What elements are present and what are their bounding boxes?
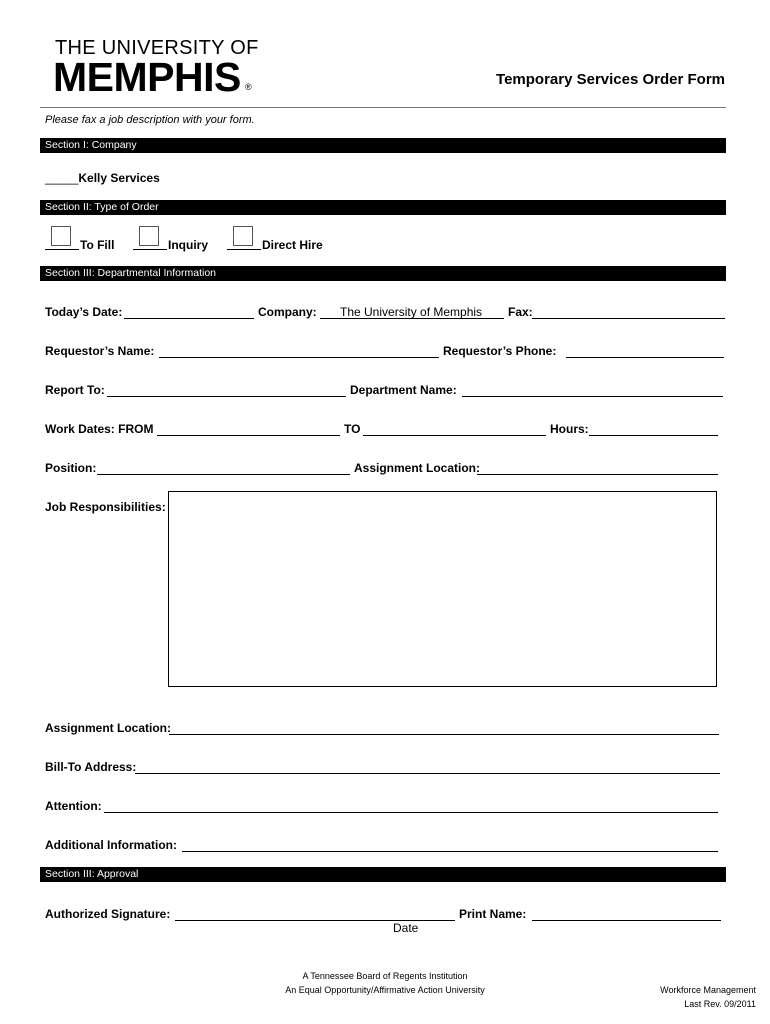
- report-to-label: Report To:: [45, 383, 105, 397]
- company-label: Company:: [258, 305, 317, 319]
- inquiry-blank-line: [133, 249, 167, 250]
- job-responsibilities-label: Job Responsibilities:: [45, 500, 166, 514]
- requestor-phone-label: Requestor’s Phone:: [443, 344, 557, 358]
- logo-university-of: THE UNIVERSITY OF: [55, 37, 259, 59]
- assignment-location-label: Assignment Location:: [354, 461, 481, 475]
- fax-label: Fax:: [508, 305, 533, 319]
- additional-information-label: Additional Information:: [45, 838, 177, 852]
- form-title: Temporary Services Order Form: [496, 71, 725, 88]
- print-name-field[interactable]: [532, 920, 721, 921]
- logo-registered-mark: ®: [245, 82, 252, 92]
- company-value: The University of Memphis: [340, 305, 483, 319]
- fax-note: Please fax a job description with your form.: [45, 114, 255, 126]
- position-field[interactable]: [97, 474, 350, 475]
- authorized-signature-label: Authorized Signature:: [45, 907, 171, 921]
- requestor-name-label: Requestor’s Name:: [45, 344, 155, 358]
- company-option-prefix: _____: [45, 171, 79, 185]
- assignment-location-2-label: Assignment Location:: [45, 721, 172, 735]
- todays-date-field[interactable]: [124, 318, 254, 319]
- fax-field[interactable]: [532, 318, 725, 319]
- print-name-label: Print Name:: [459, 907, 527, 921]
- section-dept-info-bar: Section III: Departmental Information: [40, 266, 726, 281]
- company-option-label: Kelly Services: [78, 171, 160, 185]
- additional-information-field[interactable]: [182, 851, 718, 852]
- order-type-to-fill-label: To Fill: [80, 238, 115, 252]
- direct-hire-blank-line: [227, 249, 261, 250]
- department-name-field[interactable]: [462, 396, 723, 397]
- requestor-phone-field[interactable]: [566, 357, 724, 358]
- job-responsibilities-textarea[interactable]: [168, 491, 717, 687]
- work-dates-to-label: TO: [344, 422, 361, 436]
- bill-to-address-field[interactable]: [135, 773, 720, 774]
- section-company-bar: Section I: Company: [40, 138, 726, 153]
- order-type-inquiry-checkbox[interactable]: [139, 226, 159, 246]
- header-divider: [40, 107, 726, 108]
- footer-revision: Last Rev. 09/2011: [684, 999, 756, 1009]
- attention-label: Attention:: [45, 799, 102, 813]
- assignment-location-2-field[interactable]: [169, 734, 719, 735]
- footer-tbr-line: A Tennessee Board of Regents Institution: [302, 971, 468, 981]
- assignment-location-field[interactable]: [477, 474, 718, 475]
- work-dates-from-field[interactable]: [157, 435, 340, 436]
- work-dates-to-field[interactable]: [363, 435, 546, 436]
- position-label: Position:: [45, 461, 97, 475]
- bill-to-address-label: Bill-To Address:: [45, 760, 137, 774]
- signature-date-label: Date: [393, 921, 419, 935]
- todays-date-label: Today’s Date:: [45, 305, 123, 319]
- footer-department: Workforce Management: [660, 985, 756, 995]
- company-option-blank[interactable]: [45, 171, 160, 185]
- attention-field[interactable]: [104, 812, 718, 813]
- order-type-direct-hire-checkbox[interactable]: [233, 226, 253, 246]
- hours-label: Hours:: [550, 422, 589, 436]
- logo-memphis: MEMPHIS: [53, 54, 241, 100]
- footer-eeo-line: An Equal Opportunity/Affirmative Action University: [285, 985, 485, 995]
- hours-field[interactable]: [589, 435, 718, 436]
- report-to-field[interactable]: [107, 396, 346, 397]
- order-type-to-fill-checkbox[interactable]: [51, 226, 71, 246]
- order-type-inquiry-label: Inquiry: [168, 238, 209, 252]
- to-fill-blank-line: [45, 249, 79, 250]
- order-type-direct-hire-label: Direct Hire: [262, 238, 323, 252]
- section-approval-bar: Section III: Approval: [40, 867, 726, 882]
- requestor-name-field[interactable]: [159, 357, 439, 358]
- section-order-type-bar: Section II: Type of Order: [40, 200, 726, 215]
- work-dates-from-label: Work Dates: FROM: [45, 422, 154, 436]
- department-name-label: Department Name:: [350, 383, 457, 397]
